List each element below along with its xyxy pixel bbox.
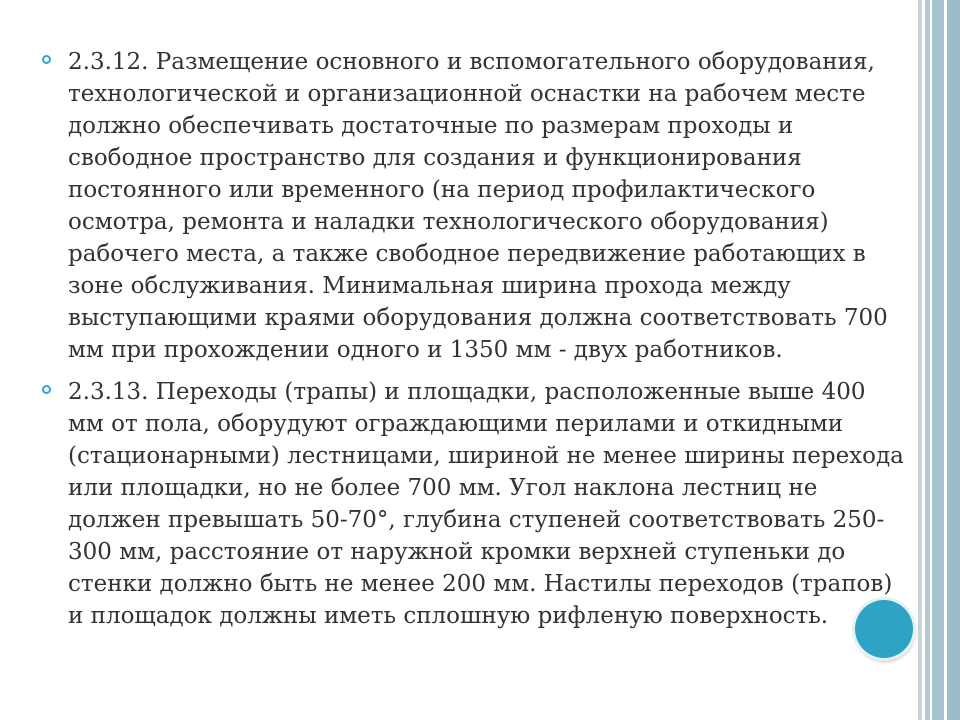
bullet-item-2-3-12 (38, 46, 888, 366)
stripe (932, 0, 944, 720)
bullet-circle-icon (42, 385, 51, 394)
decorative-circle-icon (855, 600, 913, 658)
stripe (947, 0, 960, 720)
bullet-item-2-3-13 (38, 376, 904, 632)
slide-content (38, 46, 904, 642)
paragraph-text: 2.3.13. Переходы (трапы) и площадки, расположенные выше 400 мм от пола, оборудуют ограждающими перилами и откидными (стационарными) лестницами, шириной не менее ширины перехода или площадки, но не более 700 мм. Угол наклона лестниц не должен превышать 50-70°, глубина ступеней соответствовать 250-300 мм, расстояние от наружной кромки верхней ступеньки до стенки должно быть не менее 200 мм. Настилы переходов (трапов) и площадок должны иметь сплошную рифленую поверхность. (68, 379, 904, 629)
bullet-circle-icon (42, 55, 51, 64)
decorative-stripes (918, 0, 960, 720)
paragraph-text: 2.3.12. Размещение основного и вспомогательного оборудования, технологической и организационной оснастки на рабочем месте должно обеспечивать достаточные по размерам проходы и свободное пространство для создания и функционирования постоянного или временного (на период профилактического осмотра, ремонта и наладки технологического оборудования) рабочего места, а также свободное передвижение работающих в зоне обслуживания. Минимальная ширина прохода между выступающими краями оборудования должна соответствовать 700 мм при прохождении одного и 1350 мм - двух работников. (68, 49, 888, 363)
